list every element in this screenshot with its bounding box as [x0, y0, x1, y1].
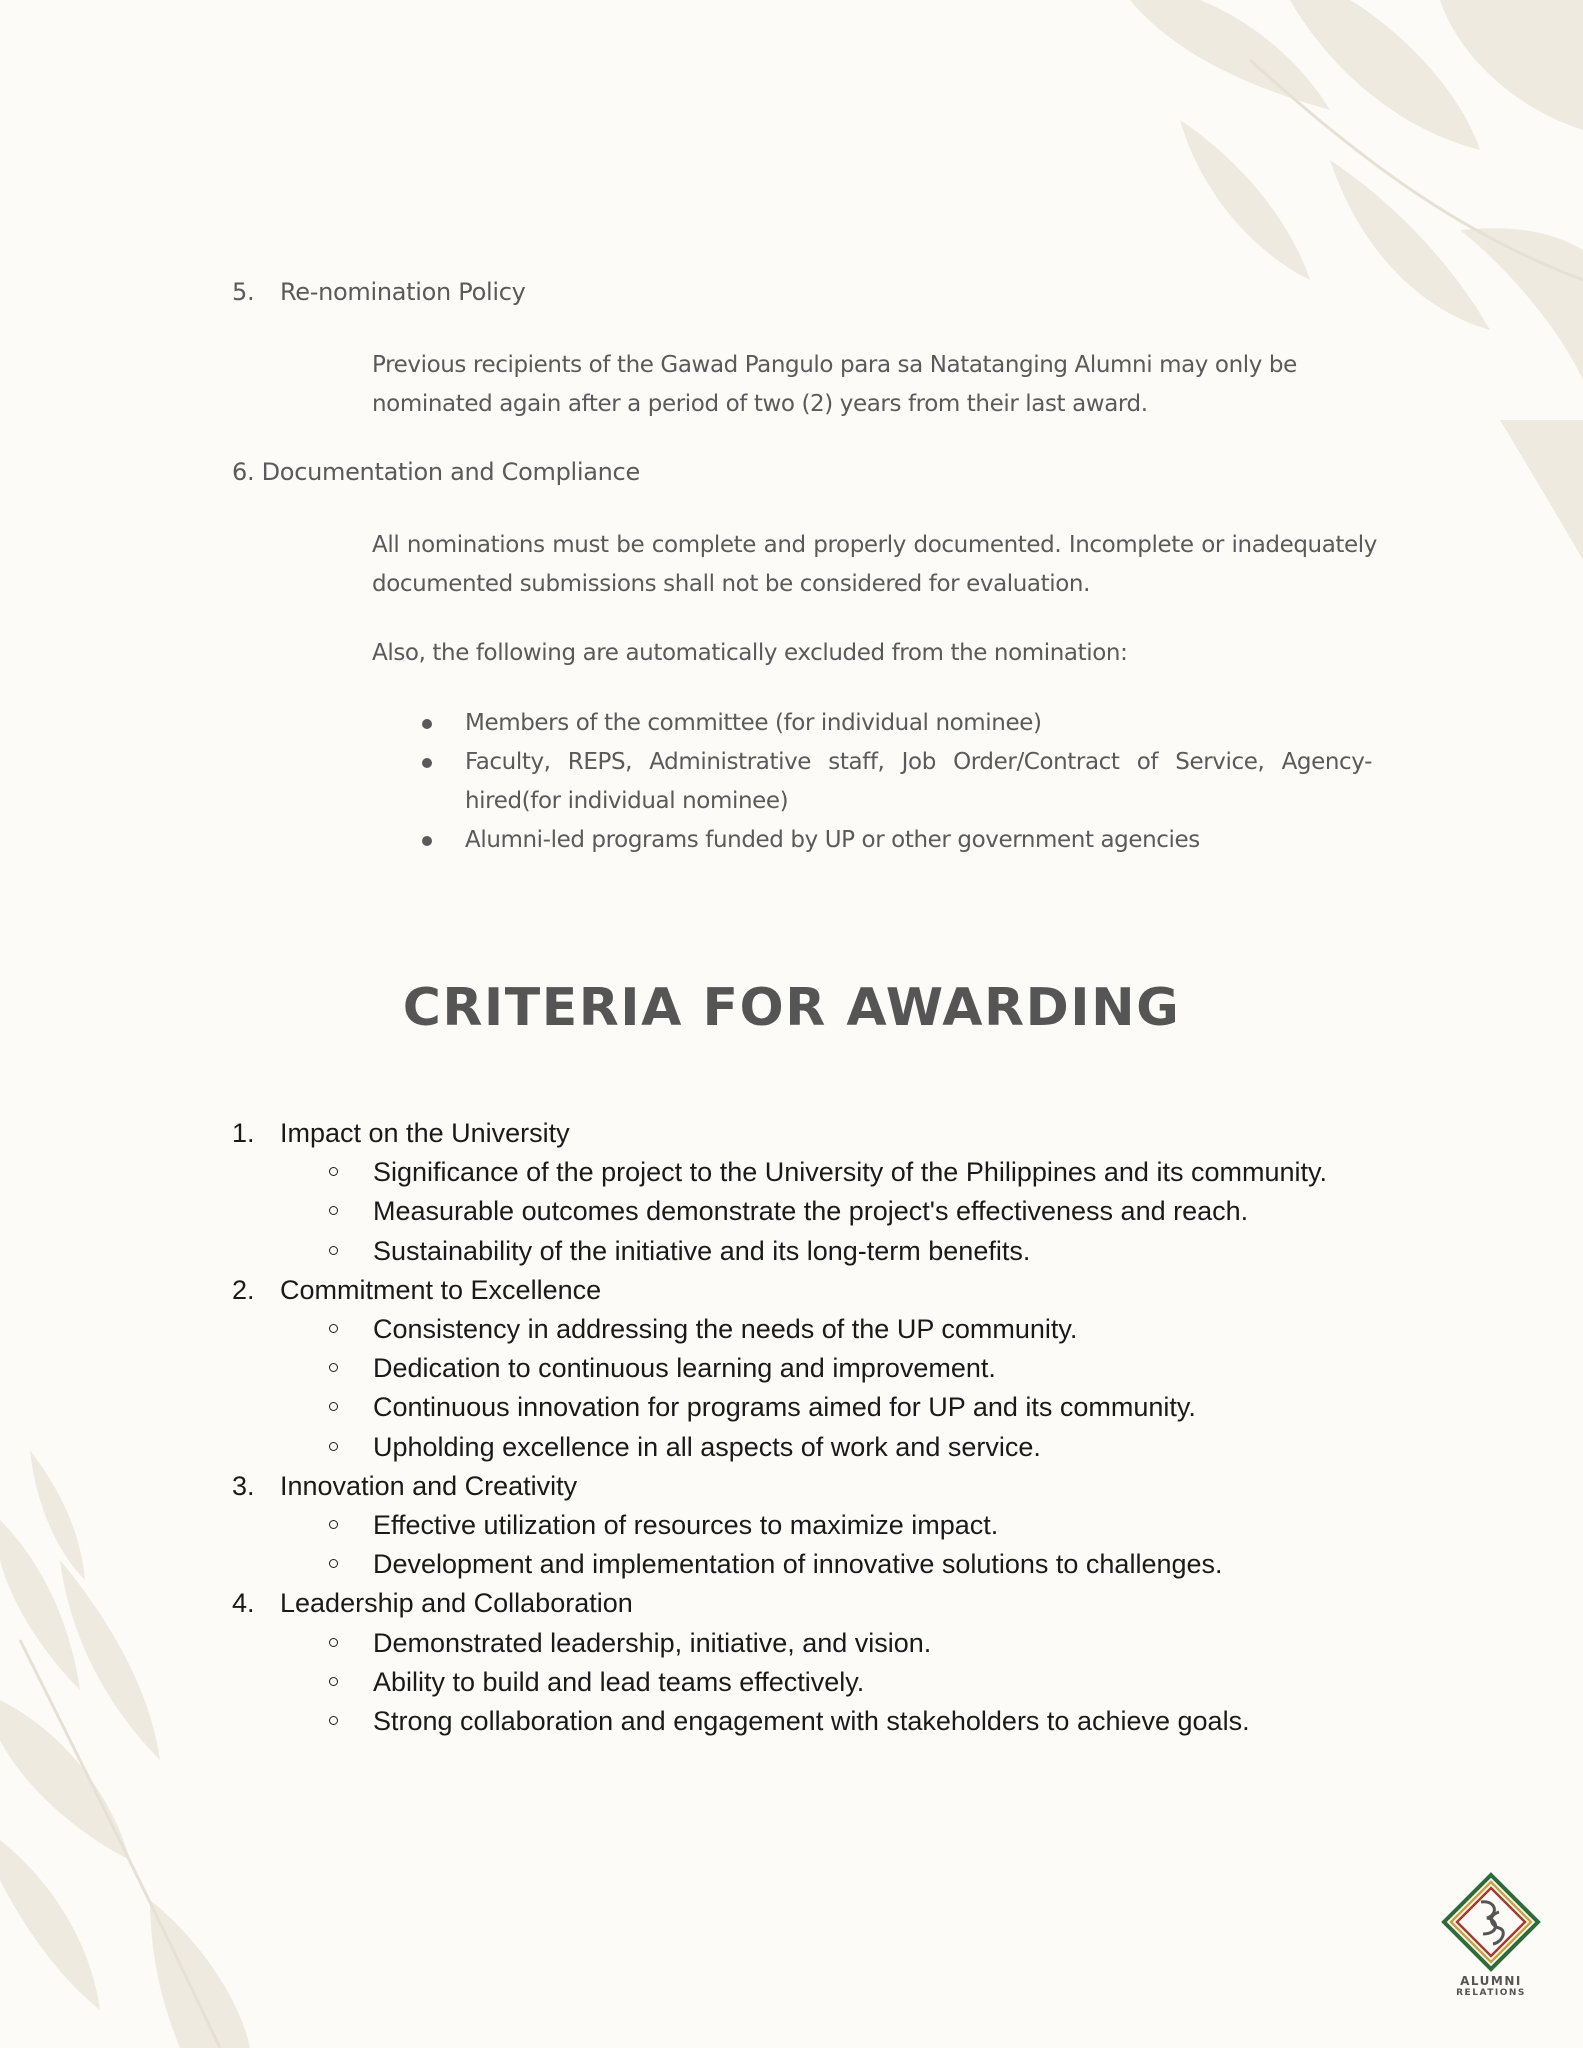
circle-bullet-icon [329, 1206, 338, 1215]
logo-wordmark: ALUMNI RELATIONS [1456, 1974, 1526, 1998]
criteria-sub-item: Ability to build and lead teams effectively. [232, 1663, 1327, 1702]
circle-bullet-icon [329, 1520, 338, 1529]
circle-bullet-icon [329, 1716, 338, 1725]
documentation-body: All nominations must be complete and properly documented. Incomplete or inadequately documented submissions shall not be considered for evaluation. [372, 532, 1377, 597]
documentation-heading: 6. Documentation and Compliance [232, 458, 640, 486]
bullet-icon [422, 836, 432, 846]
criteria-title: CRITERIA FOR AWARDING [402, 978, 1181, 1038]
criteria-label: Innovation and Creativity [280, 1470, 578, 1501]
criteria-sub-item: Demonstrated leadership, initiative, and vision. [232, 1624, 1327, 1663]
alumni-relations-logo-icon [1441, 1872, 1541, 1972]
renomination-number: 5. [232, 278, 255, 306]
criteria-sub-item: Development and implementation of innovative solutions to challenges. [232, 1545, 1327, 1584]
exclusion-item: Members of the committee (for individual nominee) [372, 704, 1372, 743]
criteria-item: 3. Innovation and Creativity Effective utilization of resources to maximize impact. Development and implementation of innovative solutions to challenges. [232, 1467, 1327, 1585]
exclusion-item: Alumni-led programs funded by UP or other government agencies [372, 821, 1372, 860]
alumni-relations-logo [1438, 1872, 1544, 2004]
circle-bullet-icon [329, 1402, 338, 1411]
circle-bullet-icon [329, 1167, 338, 1176]
bullet-icon [422, 758, 432, 768]
criteria-item: 4. Leadership and Collaboration Demonstrated leadership, initiative, and vision. Ability to build and lead teams effectively. Strong collaboration and engagement with stakeholders to achieve goals. [232, 1584, 1327, 1741]
circle-bullet-icon [329, 1246, 338, 1255]
criteria-label: Leadership and Collaboration [280, 1588, 633, 1619]
criteria-sub-item: Upholding excellence in all aspects of work and service. [232, 1428, 1327, 1467]
renomination-heading-text: Re-nomination Policy [280, 278, 526, 306]
circle-bullet-icon [329, 1324, 338, 1333]
circle-bullet-icon [329, 1638, 338, 1647]
criteria-sub-item: Strong collaboration and engagement with stakeholders to achieve goals. [232, 1702, 1327, 1741]
criteria-sub-item: Sustainability of the initiative and its long-term benefits. [232, 1232, 1327, 1271]
renomination-heading [232, 278, 526, 306]
criteria-sub-item: Dedication to continuous learning and improvement. [232, 1349, 1327, 1388]
criteria-list [232, 1114, 1327, 1741]
exclusion-item: Faculty, REPS, Administrative staff, Job Order/Contract of Service, Agency-hired(for individual nominee) [372, 743, 1372, 821]
exclusion-list [372, 704, 1372, 860]
bullet-icon [422, 719, 432, 729]
criteria-sub-item: Significance of the project to the University of the Philippines and its community. [232, 1153, 1327, 1192]
circle-bullet-icon [329, 1363, 338, 1372]
exclusion-intro: Also, the following are automatically excluded from the nomination: [372, 640, 1128, 666]
criteria-label: Impact on the University [280, 1118, 570, 1148]
criteria-item: 2. Commitment to Excellence Consistency in addressing the needs of the UP community. Dedication to continuous learning and improvement. Continuous innovation for programs aimed for UP and its community. Upholding excellence in all aspects of work and service. [232, 1271, 1327, 1467]
criteria-sub-item: Continuous innovation for programs aimed for UP and its community. [232, 1388, 1327, 1427]
criteria-sub-item: Consistency in addressing the needs of the UP community. [232, 1310, 1327, 1349]
circle-bullet-icon [329, 1677, 338, 1686]
criteria-label: Commitment to Excellence [280, 1274, 602, 1305]
criteria-sub-item: Measurable outcomes demonstrate the project's effectiveness and reach. [232, 1192, 1327, 1231]
criteria-item: 1. Impact on the University Significance of the project to the University of the Philippines and its community. Measurable outcomes demonstrate the project's effectiveness and reach. Sustainability of the initiative and its long-term benefits. [232, 1114, 1327, 1271]
renomination-body: Previous recipients of the Gawad Pangulo para sa Natatanging Alumni may only be nominated again after a period of two (2) years from their last award. [372, 352, 1297, 417]
circle-bullet-icon [329, 1442, 338, 1451]
circle-bullet-icon [329, 1559, 338, 1568]
criteria-sub-item: Effective utilization of resources to maximize impact. [232, 1506, 1327, 1545]
